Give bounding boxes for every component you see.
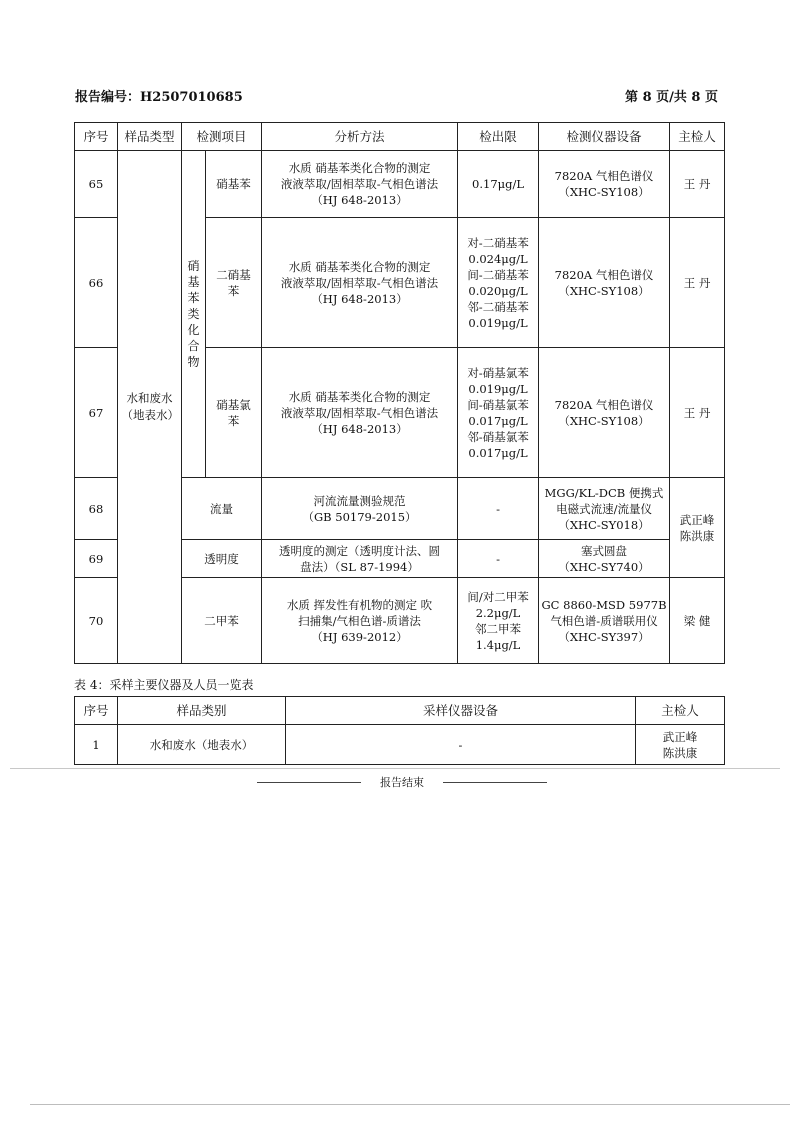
divider bbox=[443, 782, 547, 783]
test-item: 硝基苯 bbox=[206, 151, 262, 218]
inspector: 王 丹 bbox=[670, 218, 725, 348]
header-cell: 序号 bbox=[75, 697, 118, 725]
header-cell: 序号 bbox=[75, 123, 118, 151]
sampling-table-caption: 表 4：采样主要仪器及人员一览表 bbox=[74, 678, 254, 692]
report-end-marker bbox=[257, 774, 547, 790]
instrument: 7820A 气相色谱仪 （XHC-SY108） bbox=[539, 151, 670, 218]
row-number: 68 bbox=[75, 478, 118, 540]
report-end-text: 报告结束 bbox=[380, 776, 424, 789]
report-header bbox=[75, 86, 718, 106]
page-indicator: 第 8 页/共 8 页 bbox=[625, 90, 718, 105]
detection-limit: - bbox=[458, 540, 539, 578]
header-cell: 样品类别 bbox=[118, 697, 286, 725]
instrument: MGG/KL-DCB 便携式 电磁式流速/流量仪 （XHC-SY018） bbox=[539, 478, 670, 540]
row-number: 70 bbox=[75, 578, 118, 664]
header-cell: 主检人 bbox=[636, 697, 725, 725]
inspector: 武正峰 陈洪康 bbox=[636, 725, 725, 765]
table-header-row bbox=[75, 697, 725, 725]
analysis-method: 水质 挥发性有机物的测定 吹 扫捕集/气相色谱-质谱法 （HJ 639-2012） bbox=[262, 578, 458, 664]
report-number: 报告编号：H2507010685 bbox=[75, 90, 243, 105]
inspector: 梁 健 bbox=[670, 578, 725, 664]
divider bbox=[257, 782, 361, 783]
row-number: 69 bbox=[75, 540, 118, 578]
detection-limit: 对-二硝基苯 0.024μg/L 间-二硝基苯 0.020μg/L 邻-二硝基苯 0.019μg/L bbox=[458, 218, 539, 348]
header-cell: 检测项目 bbox=[182, 123, 262, 151]
header-cell: 样品类型 bbox=[118, 123, 182, 151]
detection-methods-table bbox=[74, 122, 725, 664]
analysis-method: 河流流量测验规范 （GB 50179-2015） bbox=[262, 478, 458, 540]
table-row bbox=[75, 151, 725, 218]
instrument: 7820A 气相色谱仪 （XHC-SY108） bbox=[539, 348, 670, 478]
test-item: 二硝基 苯 bbox=[206, 218, 262, 348]
header-cell: 检测仪器设备 bbox=[539, 123, 670, 151]
header-cell: 检出限 bbox=[458, 123, 539, 151]
row-number: 66 bbox=[75, 218, 118, 348]
detection-limit: 间/对二甲苯 2.2μg/L 邻二甲苯 1.4μg/L bbox=[458, 578, 539, 664]
scan-artifact-line bbox=[30, 1104, 790, 1105]
test-item: 流量 bbox=[182, 478, 262, 540]
inspector: 武正峰 陈洪康 bbox=[670, 478, 725, 578]
analysis-method: 水质 硝基苯类化合物的测定 液液萃取/固相萃取-气相色谱法 （HJ 648-2013） bbox=[262, 348, 458, 478]
sampling-equipment-table bbox=[74, 696, 725, 765]
test-item: 透明度 bbox=[182, 540, 262, 578]
instrument: 7820A 气相色谱仪 （XHC-SY108） bbox=[539, 218, 670, 348]
analysis-method: 水质 硝基苯类化合物的测定 液液萃取/固相萃取-气相色谱法 （HJ 648-2013） bbox=[262, 151, 458, 218]
detection-limit: - bbox=[458, 478, 539, 540]
row-number: 67 bbox=[75, 348, 118, 478]
header-cell: 分析方法 bbox=[262, 123, 458, 151]
inspector: 王 丹 bbox=[670, 151, 725, 218]
instrument: GC 8860-MSD 5977B 气相色谱-质谱联用仪 （XHC-SY397） bbox=[539, 578, 670, 664]
detection-limit: 0.17μg/L bbox=[458, 151, 539, 218]
sampling-equipment: - bbox=[286, 725, 636, 765]
analysis-method: 透明度的测定（透明度计法、圆 盘法）（SL 87-1994） bbox=[262, 540, 458, 578]
table-row bbox=[75, 725, 725, 765]
row-number: 1 bbox=[75, 725, 118, 765]
compound-group-cell: 硝 基 苯 类 化 合 物 bbox=[182, 151, 206, 478]
inspector: 王 丹 bbox=[670, 348, 725, 478]
detection-limit: 对-硝基氯苯 0.019μg/L 间-硝基氯苯 0.017μg/L 邻-硝基氯苯 0.017μg/L bbox=[458, 348, 539, 478]
instrument: 塞式圆盘 （XHC-SY740） bbox=[539, 540, 670, 578]
sample-category: 水和废水（地表水） bbox=[118, 725, 286, 765]
analysis-method: 水质 硝基苯类化合物的测定 液液萃取/固相萃取-气相色谱法 （HJ 648-2013） bbox=[262, 218, 458, 348]
test-item: 硝基氯 苯 bbox=[206, 348, 262, 478]
sample-type-cell: 水和废水（地表水） bbox=[118, 151, 182, 664]
test-item: 二甲苯 bbox=[182, 578, 262, 664]
row-number: 65 bbox=[75, 151, 118, 218]
table-header-row bbox=[75, 123, 725, 151]
header-cell: 采样仪器设备 bbox=[286, 697, 636, 725]
header-cell: 主检人 bbox=[670, 123, 725, 151]
scan-artifact-line bbox=[10, 768, 780, 769]
